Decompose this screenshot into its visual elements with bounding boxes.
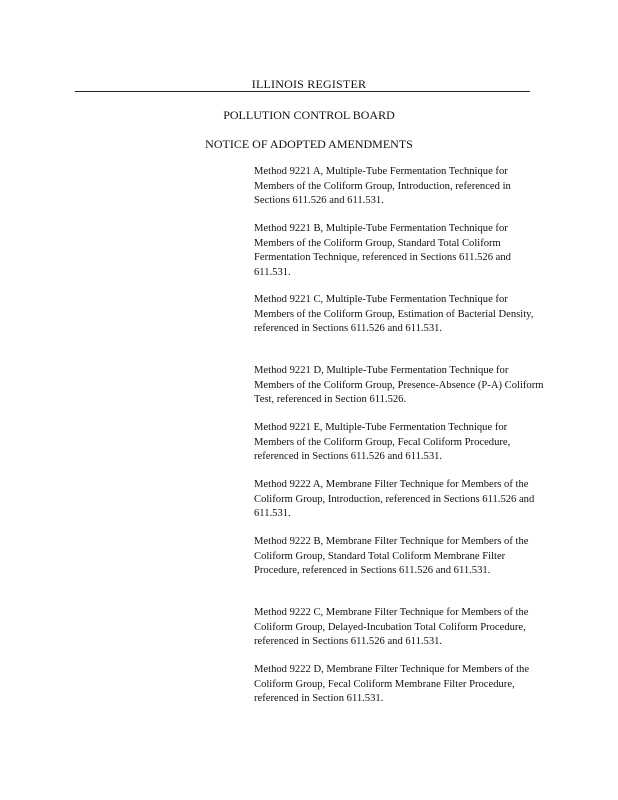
method-entry: Method 9222 C, Membrane Filter Technique for Members of the Coliform Group, Delayed-Incubation Total Coliform Procedure, referenced in Sections 611.526 and 611.531. [254, 607, 529, 648]
board-name: POLLUTION CONTROL BOARD [223, 108, 395, 122]
header-rule [75, 91, 530, 92]
method-entry: Method 9221 E, Multiple-Tube Fermentation Technique for Members of the Coliform Group, Fecal Coliform Procedure, referenced in Sections 611.526 and 611.531. [254, 422, 511, 463]
method-entry: Method 9221 C, Multiple-Tube Fermentation Technique for Members of the Coliform Group, Estimation of Bacterial Density, referenced in Sections 611.526 and 611.531. [254, 294, 534, 335]
method-entry: Method 9222 B, Membrane Filter Technique for Members of the Coliform Group, Standard Total Coliform Membrane Filter Procedure, referenced in Sections 611.526 and 611.531. [254, 536, 529, 577]
method-entry: Method 9221 D, Multiple-Tube Fermentation Technique for Members of the Coliform Group, Presence-Absence (P-A) Coliform Test, referenced in Section 611.526. [254, 365, 544, 406]
notice-title: NOTICE OF ADOPTED AMENDMENTS [205, 137, 413, 151]
method-entry: Method 9222 A, Membrane Filter Technique for Members of the Coliform Group, Introduction, referenced in Sections 611.526 and 611.531. [254, 479, 535, 520]
register-title: ILLINOIS REGISTER [251, 77, 367, 91]
method-entry: Method 9221 B, Multiple-Tube Fermentation Technique for Members of the Coliform Group, Standard Total Coliform Fermentation Technique, referenced in Sections 611.526 and 611.531. [254, 223, 511, 278]
method-entry: Method 9221 A, Multiple-Tube Fermentation Technique for Members of the Coliform Group, Introduction, referenced in Sections 611.526 and 611.531. [254, 166, 511, 207]
method-entry: Method 9222 D, Membrane Filter Technique for Members of the Coliform Group, Fecal Coliform Membrane Filter Procedure, referenced in Section 611.531. [254, 664, 530, 705]
